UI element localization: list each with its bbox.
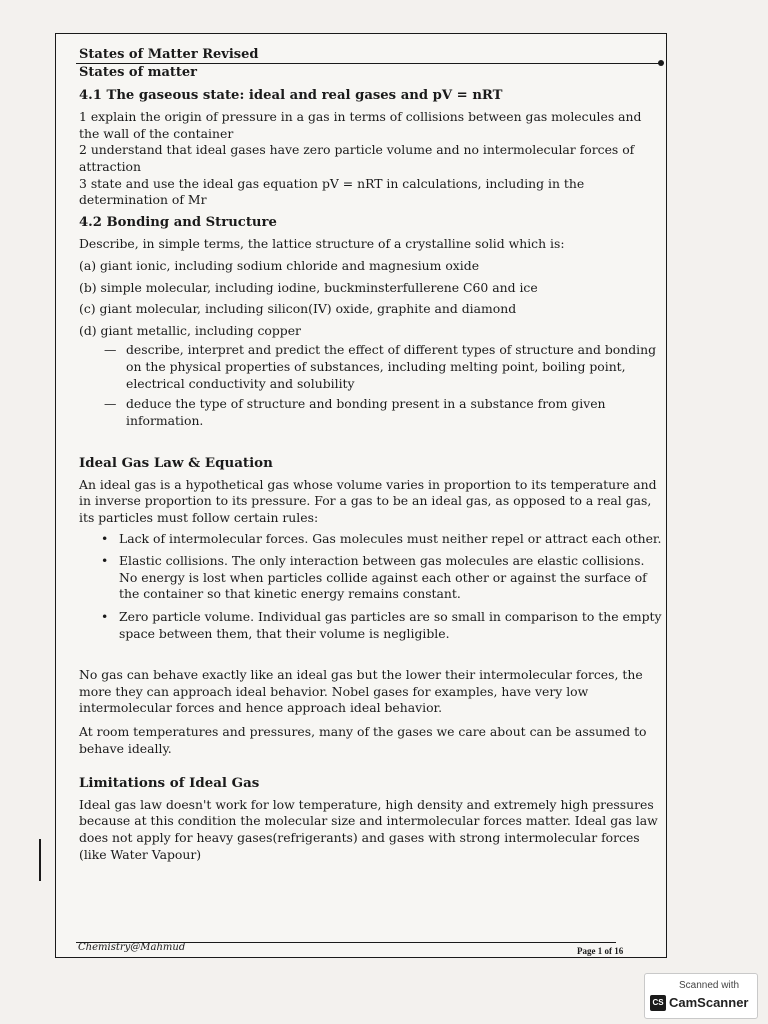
footer-signature: Chemistry@Mahmud	[78, 942, 186, 953]
document-page	[55, 33, 667, 958]
no-gas-paragraph: No gas can behave exactly like an ideal gas but the lower their intermolecular forces, the more they can approach ideal behavior. Nobel gases for examples, have very low intermolecular forces and hence approach ideal behavior.	[79, 667, 643, 716]
rules-list	[99, 531, 664, 643]
objective-3: 3 state and use the ideal gas equation pV = nRT in calculations, including in the determination of Mr	[79, 175, 585, 208]
lattice-item-d: (d) giant metallic, including copper	[79, 322, 301, 338]
dash-item: — deduce the type of structure and bonding present in a substance from given information.	[104, 396, 664, 429]
camscanner-watermark	[644, 973, 758, 1019]
ideal-gas-intro: An ideal gas is a hypothetical gas whose volume varies in proportion to its temperature and in inverse proportion to its pressure. For a gas to be an ideal gas, as opposed to a real gas, its particles must follow certain rules:	[79, 476, 657, 526]
dash-list	[104, 342, 664, 429]
dash-item: — describe, interpret and predict the effect of different types of structure and bonding on the physical properties of substances, including melting point, boiling point, electrical conductivity and solubility	[104, 342, 664, 392]
watermark-brand: CamScanner	[669, 995, 749, 1010]
limitations-heading: Limitations of Ideal Gas	[79, 775, 260, 792]
heading-4-1: 4.1 The gaseous state: ideal and real gases and pV = nRT	[79, 87, 503, 103]
lattice-item-b: (b) simple molecular, including iodine, buckminsterfullerene C60 and ice	[79, 279, 538, 295]
rule-item: • Elastic collisions. The only interaction between gas molecules are elastic collisions. No energy is lost when particles collide against each other or against the surface of the container so that kinetic energy remains constant.	[99, 553, 664, 603]
describe-intro: Describe, in simple terms, the lattice structure of a crystalline solid which is:	[79, 236, 565, 252]
rule-item: • Zero particle volume. Individual gas particles are so small in comparison to the empty space between them, that their volume is negligible.	[99, 609, 664, 642]
objective-1: 1 explain the origin of pressure in a gas in terms of collisions between gas molecules and the wall of the container	[79, 109, 642, 141]
lattice-item-c: (c) giant molecular, including silicon(IV) oxide, graphite and diamond	[79, 301, 517, 317]
camscanner-logo-icon: CS	[650, 995, 666, 1011]
limitations-paragraph: Ideal gas law doesn't work for low temperature, high density and extremely high pressures because at this condition the molecular size and intermolecular forces matter. Ideal gas law does not apply for heavy gases(refrigerants) and gases with strong intermolecular forces (like Water Vapour)	[79, 796, 658, 862]
ideal-gas-heading: Ideal Gas Law & Equation	[79, 455, 273, 472]
room-temp-paragraph: At room temperatures and pressures, many of the gases we care about can be assumed to behave ideally.	[79, 724, 647, 756]
lattice-item-a: (a) giant ionic, including sodium chloride and magnesium oxide	[79, 257, 480, 273]
document-title: States of Matter Revised	[79, 47, 259, 62]
objective-2: 2 understand that ideal gases have zero particle volume and no intermolecular forces of attraction	[79, 142, 635, 174]
header-rule	[76, 63, 661, 64]
section-subtitle: States of matter	[79, 65, 198, 80]
page-number: Page 1 of 16	[577, 946, 624, 956]
rule-item: • Lack of intermolecular forces. Gas molecules must neither repel or attract each other.	[99, 531, 664, 548]
watermark-top-text: Scanned with	[679, 980, 740, 991]
document-body	[79, 65, 664, 863]
heading-4-2: 4.2 Bonding and Structure	[79, 214, 277, 230]
margin-mark	[39, 839, 41, 881]
